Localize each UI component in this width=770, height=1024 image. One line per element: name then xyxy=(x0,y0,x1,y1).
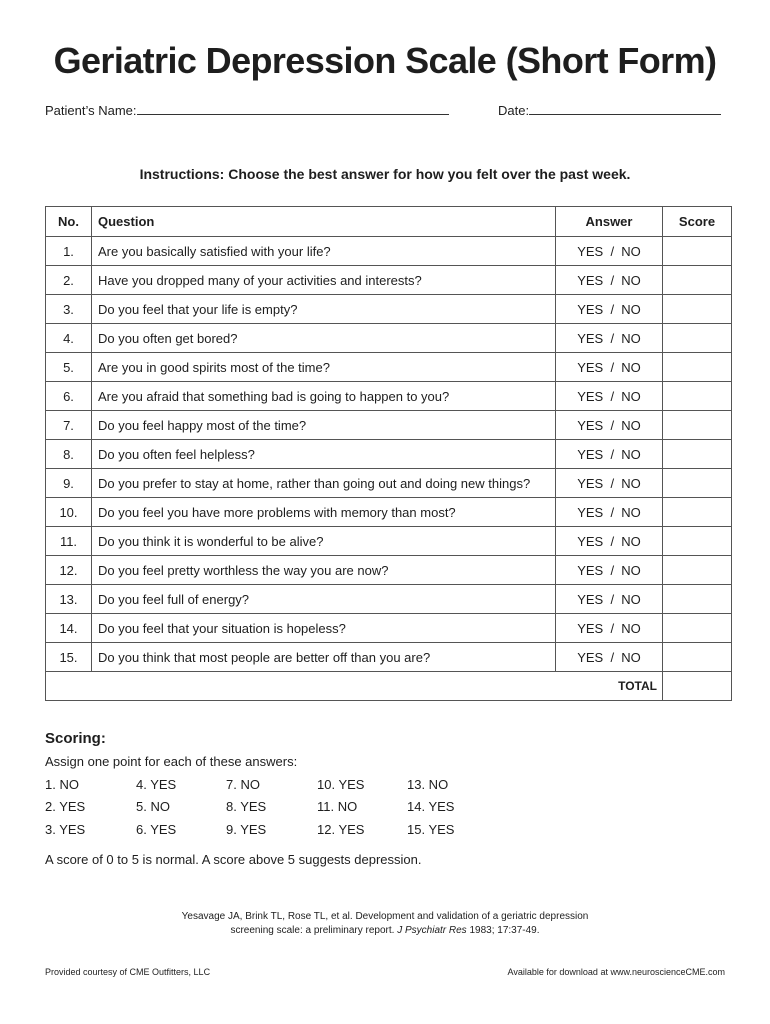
score-cell[interactable] xyxy=(663,295,732,324)
table-row xyxy=(46,266,732,295)
answer-choice[interactable]: YES / NO xyxy=(556,614,663,643)
instructions: Instructions: Choose the best answer for how you felt over the past week. xyxy=(139,166,631,182)
citation-title-tail: screening scale: a preliminary report. xyxy=(230,925,398,936)
question-number: 7. xyxy=(46,411,92,440)
table-row xyxy=(46,556,732,585)
answer-choice[interactable]: YES / NO xyxy=(556,353,663,382)
header-no: No. xyxy=(46,207,92,237)
question-text: Do you feel happy most of the time? xyxy=(92,411,556,440)
gds-question-table xyxy=(45,206,732,701)
question-number: 4. xyxy=(46,324,92,353)
question-text: Do you feel full of energy? xyxy=(92,585,556,614)
table-row xyxy=(46,527,732,556)
scoring-key-item: 12. YES xyxy=(317,822,365,837)
table-row xyxy=(46,643,732,672)
question-number: 5. xyxy=(46,353,92,382)
answer-choice[interactable]: YES / NO xyxy=(556,295,663,324)
date-line[interactable] xyxy=(529,102,721,115)
score-cell[interactable] xyxy=(663,643,732,672)
question-text: Are you basically satisfied with your life? xyxy=(92,237,556,266)
scoring-instructions: Assign one point for each of these answers: xyxy=(45,754,298,769)
table-row xyxy=(46,411,732,440)
patient-name-label: Patient’s Name: xyxy=(45,103,137,118)
question-text: Do you feel that your situation is hopeless? xyxy=(92,614,556,643)
header-answer: Answer xyxy=(556,207,663,237)
answer-choice[interactable]: YES / NO xyxy=(556,643,663,672)
question-text: Do you prefer to stay at home, rather than going out and doing new things? xyxy=(92,469,556,498)
question-number: 13. xyxy=(46,585,92,614)
question-number: 1. xyxy=(46,237,92,266)
score-cell[interactable] xyxy=(663,556,732,585)
score-cell[interactable] xyxy=(663,382,732,411)
answer-choice[interactable]: YES / NO xyxy=(556,498,663,527)
question-text: Do you feel pretty worthless the way you are now? xyxy=(92,556,556,585)
question-number: 8. xyxy=(46,440,92,469)
question-text: Are you in good spirits most of the time? xyxy=(92,353,556,382)
answer-choice[interactable]: YES / NO xyxy=(556,469,663,498)
scoring-key-item: 15. YES xyxy=(407,822,455,837)
total-row xyxy=(46,672,732,701)
score-cell[interactable] xyxy=(663,266,732,295)
question-text: Have you dropped many of your activities and interests? xyxy=(92,266,556,295)
question-text: Do you often get bored? xyxy=(92,324,556,353)
question-number: 9. xyxy=(46,469,92,498)
citation-line-1: Yesavage JA, Brink TL, Rose TL, et al. Development and validation of a geriatric depression xyxy=(181,911,589,922)
question-number: 3. xyxy=(46,295,92,324)
footer-courtesy: Provided courtesy of CME Outfitters, LLC xyxy=(45,967,211,977)
answer-choice[interactable]: YES / NO xyxy=(556,585,663,614)
score-cell[interactable] xyxy=(663,498,732,527)
answer-choice[interactable]: YES / NO xyxy=(556,440,663,469)
answer-choice[interactable]: YES / NO xyxy=(556,382,663,411)
scoring-key-item: 7. NO xyxy=(226,777,260,792)
question-number: 12. xyxy=(46,556,92,585)
total-score-cell[interactable] xyxy=(663,672,732,701)
score-cell[interactable] xyxy=(663,469,732,498)
scoring-key-item: 1. NO xyxy=(45,777,79,792)
table-row xyxy=(46,382,732,411)
question-text: Do you feel that your life is empty? xyxy=(92,295,556,324)
question-number: 6. xyxy=(46,382,92,411)
scoring-key-item: 8. YES xyxy=(226,799,267,814)
table-row xyxy=(46,498,732,527)
citation-journal: J Psychiatr Res xyxy=(397,925,467,936)
score-cell[interactable] xyxy=(663,411,732,440)
scoring-key-item: 9. YES xyxy=(226,822,267,837)
table-row xyxy=(46,324,732,353)
header-score: Score xyxy=(663,207,732,237)
table-row xyxy=(46,440,732,469)
table-row xyxy=(46,469,732,498)
total-label: TOTAL xyxy=(46,672,663,701)
question-text: Are you afraid that something bad is going to happen to you? xyxy=(92,382,556,411)
table-row xyxy=(46,237,732,266)
table-row xyxy=(46,585,732,614)
question-number: 14. xyxy=(46,614,92,643)
answer-choice[interactable]: YES / NO xyxy=(556,237,663,266)
table-row xyxy=(46,614,732,643)
date-field[interactable] xyxy=(498,102,721,118)
patient-name-field[interactable] xyxy=(45,102,449,118)
question-text: Do you feel you have more problems with memory than most? xyxy=(92,498,556,527)
score-interpretation: A score of 0 to 5 is normal. A score above 5 suggests depression. xyxy=(45,852,422,867)
scoring-key-item: 3. YES xyxy=(45,822,86,837)
answer-choice[interactable]: YES / NO xyxy=(556,266,663,295)
score-cell[interactable] xyxy=(663,324,732,353)
question-number: 2. xyxy=(46,266,92,295)
table-row xyxy=(46,353,732,382)
page-title: Geriatric Depression Scale (Short Form) xyxy=(53,40,717,81)
question-number: 15. xyxy=(46,643,92,672)
scoring-key-item: 6. YES xyxy=(136,822,177,837)
question-text: Do you often feel helpless? xyxy=(92,440,556,469)
citation-line-2 xyxy=(0,924,770,938)
date-label: Date: xyxy=(498,103,530,118)
question-number: 11. xyxy=(46,527,92,556)
table-row xyxy=(46,295,732,324)
citation-volume: 1983; 17:37-49. xyxy=(466,925,540,936)
answer-choice[interactable]: YES / NO xyxy=(556,411,663,440)
patient-name-line[interactable] xyxy=(137,102,449,115)
answer-choice[interactable]: YES / NO xyxy=(556,556,663,585)
score-cell[interactable] xyxy=(663,237,732,266)
scoring-heading: Scoring: xyxy=(45,730,106,747)
citation xyxy=(0,910,770,938)
table-header-row xyxy=(46,207,732,237)
score-cell[interactable] xyxy=(663,440,732,469)
answer-choice[interactable]: YES / NO xyxy=(556,527,663,556)
question-text: Do you think that most people are better off than you are? xyxy=(92,643,556,672)
table-body xyxy=(46,237,732,701)
header-question: Question xyxy=(92,207,556,237)
score-cell[interactable] xyxy=(663,614,732,643)
score-cell[interactable] xyxy=(663,585,732,614)
scoring-key-item: 5. NO xyxy=(136,799,170,814)
answer-choice[interactable]: YES / NO xyxy=(556,324,663,353)
scoring-key-item: 11. NO xyxy=(317,799,358,814)
scoring-key-item: 13. NO xyxy=(407,777,449,792)
scoring-key-item: 2. YES xyxy=(45,799,86,814)
score-cell[interactable] xyxy=(663,527,732,556)
scoring-key-item: 4. YES xyxy=(136,777,177,792)
scoring-key-item: 10. YES xyxy=(317,777,365,792)
question-text: Do you think it is wonderful to be alive? xyxy=(92,527,556,556)
footer-download: Available for download at www.neuroscienceCME.com xyxy=(507,967,725,977)
score-cell[interactable] xyxy=(663,353,732,382)
scoring-key-item: 14. YES xyxy=(407,799,455,814)
question-number: 10. xyxy=(46,498,92,527)
